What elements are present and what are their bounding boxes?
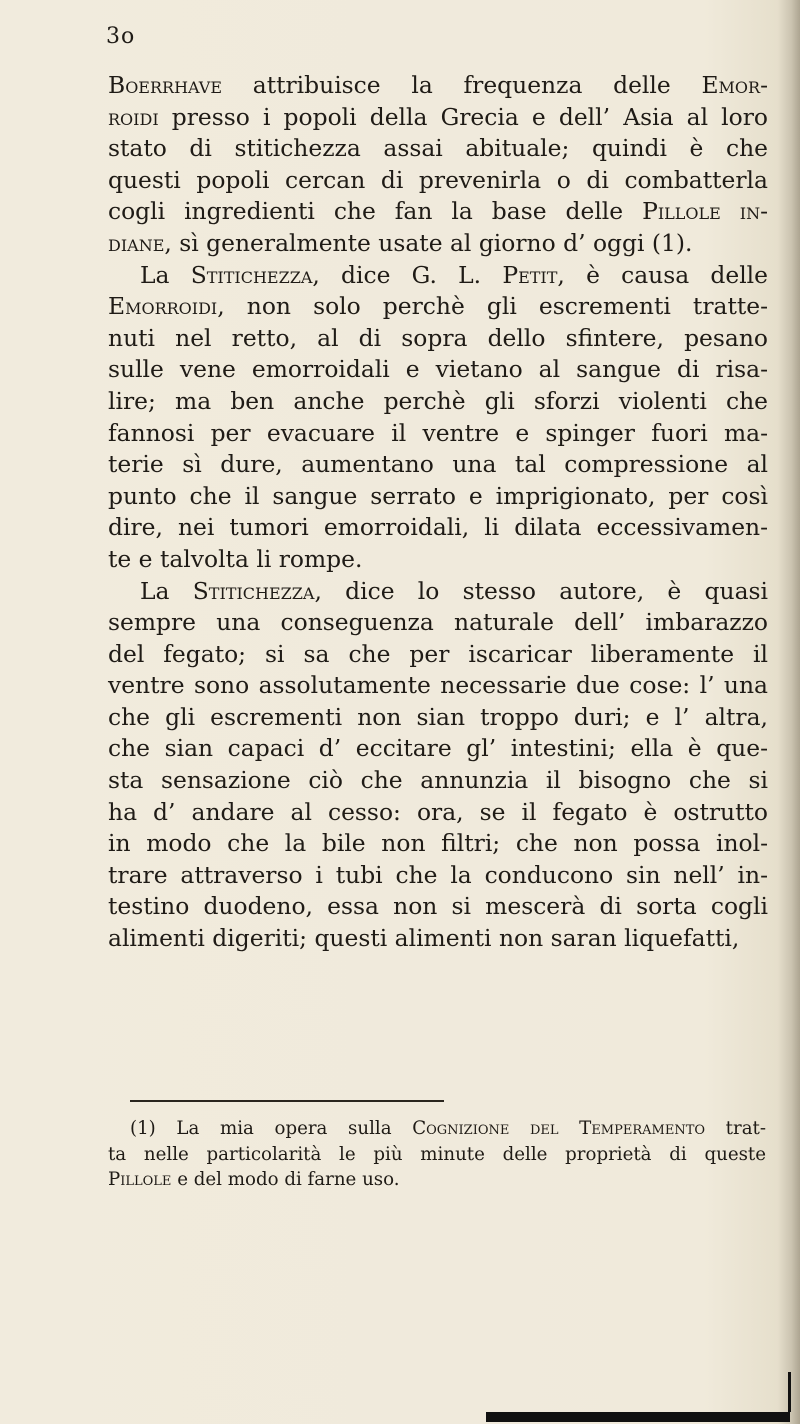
- text-line: [108, 102, 768, 134]
- text-line: [108, 260, 768, 292]
- text-line: [108, 860, 768, 892]
- text-segment: Stitichezza: [192, 576, 315, 605]
- text-line: [108, 291, 768, 323]
- binding-edge: [486, 1412, 790, 1422]
- text-line: [108, 639, 768, 671]
- text-segment: testino duodeno, essa non si mescerà di sorta cogli: [108, 892, 768, 921]
- text-segment: punto che il sangue serrato e imprigionato, per così: [108, 481, 768, 510]
- text-line: [108, 765, 768, 797]
- text-segment: che sian capaci d’ eccitare gl’ intestini; ella è que-: [108, 734, 768, 763]
- text-segment: sempre una conseguenza naturale dell’ imbarazzo: [108, 608, 768, 637]
- text-line: [108, 733, 768, 765]
- text-line: [108, 481, 768, 513]
- text-line: [108, 449, 768, 481]
- text-line: [108, 923, 768, 955]
- text-segment: Boerrhave: [108, 71, 223, 99]
- text-segment: , non solo perchè gli escrementi tratte-: [217, 292, 768, 321]
- text-segment: te e talvolta li rompe.: [108, 544, 363, 573]
- text-line: [108, 670, 768, 702]
- page-number: 3o: [106, 24, 136, 49]
- binding-mark: [788, 1372, 791, 1412]
- footnote-line: [108, 1116, 766, 1142]
- footnote-line: [108, 1142, 766, 1168]
- text-segment: sulle vene emorroidali e vietano al sangue di risa-: [108, 355, 768, 384]
- text-segment: trare attraverso i tubi che la conducono sin nell’ in-: [108, 860, 768, 889]
- text-segment: (1) La mia opera sulla: [130, 1118, 413, 1139]
- text-segment: La: [140, 260, 191, 289]
- text-segment: ha d’ andare al cesso: ora, se il fegato è ostrutto: [108, 797, 768, 826]
- text-line: [108, 576, 768, 608]
- text-line: [108, 196, 768, 228]
- footnote: [108, 1116, 766, 1193]
- text-line: [108, 828, 768, 860]
- text-line: [108, 891, 768, 923]
- text-segment: Petit: [502, 260, 558, 289]
- text-line: [108, 70, 768, 102]
- text-line: [108, 702, 768, 734]
- text-segment: lire; ma ben anche perchè gli sforzi violenti che: [108, 386, 768, 415]
- text-segment: diane: [108, 228, 165, 257]
- text-line: [108, 165, 768, 197]
- text-segment: trat-: [705, 1118, 766, 1139]
- text-line: [108, 354, 768, 386]
- page-edge-shadow: [778, 0, 800, 1424]
- text-segment: attribuisce la frequenza delle: [222, 71, 702, 99]
- text-segment: Emorroidi: [108, 292, 218, 321]
- text-segment: questi popoli cercan di prevenirla o di combatterla: [108, 165, 768, 194]
- text-line: [108, 228, 768, 260]
- text-segment: , dice G. L.: [312, 260, 503, 289]
- text-segment: cogli ingredienti che fan la base delle: [108, 197, 643, 226]
- text-segment: ventre sono assolutamente necessarie due cose: l’ una: [108, 671, 768, 700]
- text-segment: in modo che la bile non filtri; che non possa inol-: [108, 829, 768, 858]
- text-line: [108, 544, 768, 576]
- text-segment: roidi: [108, 102, 159, 131]
- text-line: [108, 323, 768, 355]
- text-line: [108, 797, 768, 829]
- text-line: [108, 133, 768, 165]
- text-segment: Cognizione del Temperamento: [412, 1118, 706, 1139]
- text-line: [108, 418, 768, 450]
- text-segment: nuti nel retto, al di sopra dello sfintere, pesano: [108, 323, 768, 352]
- text-segment: Stitichezza: [190, 260, 313, 289]
- text-segment: presso i popoli della Grecia e dell’ Asia al loro: [158, 102, 768, 131]
- text-segment: ta nelle particolarità le più minute delle proprietà di queste: [108, 1143, 766, 1165]
- text-segment: Pillole in-: [642, 197, 769, 226]
- text-segment: stato di stitichezza assai abituale; quindi è che: [108, 134, 768, 163]
- main-text: [108, 70, 768, 955]
- text-segment: Emor-: [701, 71, 768, 99]
- text-line: [108, 386, 768, 418]
- text-segment: , è causa delle: [557, 260, 769, 289]
- text-segment: , dice lo stesso autore, è quasi: [314, 576, 768, 605]
- text-segment: La: [140, 576, 193, 605]
- footnote-rule: [130, 1100, 444, 1102]
- text-segment: alimenti digeriti; questi alimenti non saran liquefatti,: [108, 924, 740, 953]
- text-segment: dire, nei tumori emorroidali, li dilata eccessivamen-: [108, 513, 768, 542]
- text-segment: fannosi per evacuare il ventre e spinger fuori ma-: [108, 418, 768, 447]
- text-segment: , sì generalmente usate al giorno d’ oggi (1).: [164, 228, 693, 257]
- text-line: [108, 607, 768, 639]
- text-segment: terie sì dure, aumentano una tal compressione al: [108, 450, 768, 479]
- footnote-line: [108, 1167, 766, 1193]
- text-segment: che gli escrementi non sian troppo duri; e l’ altra,: [108, 702, 768, 731]
- text-segment: Pillole: [108, 1169, 172, 1191]
- text-line: [108, 512, 768, 544]
- text-segment: e del modo di farne uso.: [171, 1169, 400, 1191]
- text-segment: del fegato; si sa che per iscaricar liberamente il: [108, 639, 768, 668]
- text-segment: sta sensazione ciò che annunzia il bisogno che si: [108, 766, 768, 795]
